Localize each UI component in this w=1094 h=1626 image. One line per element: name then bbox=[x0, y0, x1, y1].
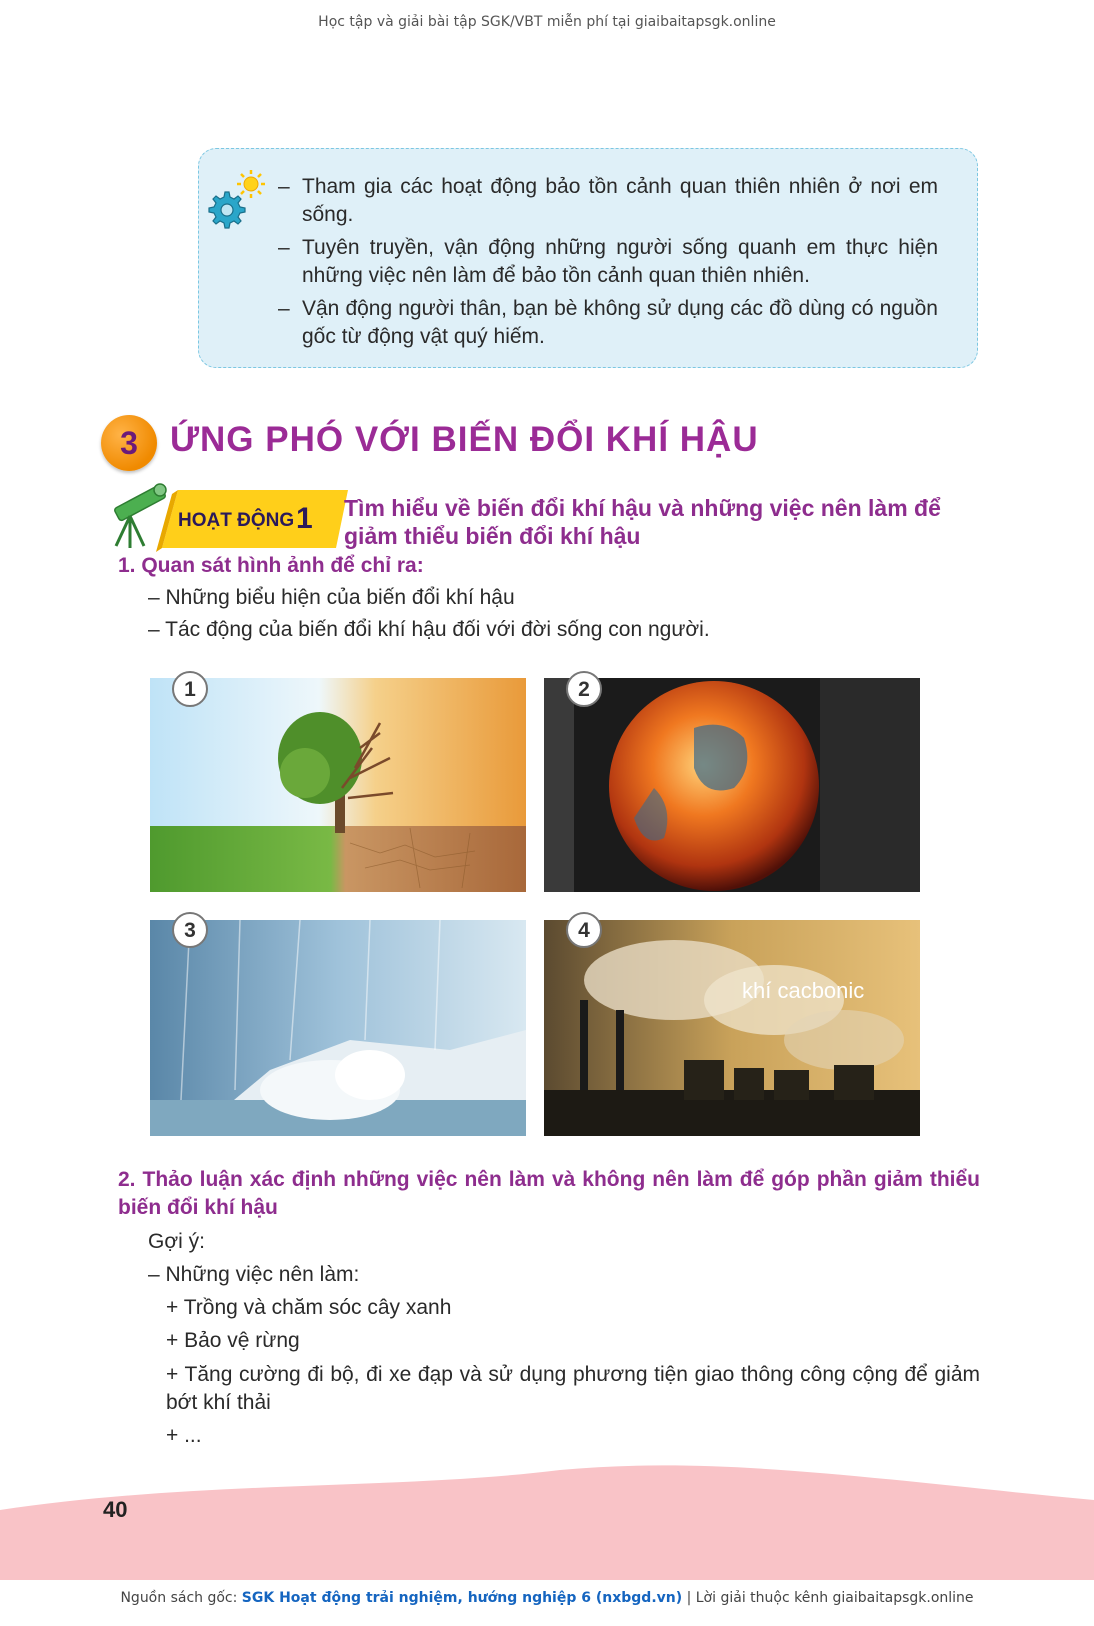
image-caption: khí cacbonic bbox=[742, 978, 865, 1003]
image-number-badge: 3 bbox=[172, 912, 208, 948]
suggestion-item: + Trồng và chăm sóc cây xanh bbox=[166, 1296, 452, 1319]
tip-text: Vận động người thân, bạn bè không sử dụng các đồ dùng có nguồn gốc từ động vật quý hiếm. bbox=[302, 297, 938, 348]
image-factory-smoke bbox=[544, 920, 920, 1136]
header-note: Học tập và giải bài tập SGK/VBT miễn phí tại giaibaitapsgk.online bbox=[318, 14, 776, 30]
tip-item-3 bbox=[278, 295, 938, 351]
section-title: ỨNG PHÓ VỚI BIẾN ĐỔI KHÍ HẬU bbox=[170, 420, 759, 459]
bottom-wave bbox=[0, 1440, 1094, 1580]
image-tree-half-dry bbox=[150, 678, 526, 892]
footer-source-link[interactable]: SGK Hoạt động trải nghiệm, hướng nghiệp 6 (nxbgd.vn) bbox=[241, 1590, 683, 1606]
question-1-title: 1. Quan sát hình ảnh để chỉ ra: bbox=[118, 554, 424, 577]
suggestion-item: + ... bbox=[166, 1424, 202, 1447]
page-number: 40 bbox=[103, 1497, 128, 1522]
image-number-badge: 1 bbox=[172, 671, 208, 707]
section-number: 3 bbox=[101, 415, 157, 471]
tip-dash: – bbox=[278, 175, 290, 198]
tip-item-1 bbox=[278, 173, 938, 229]
telescope-icon bbox=[114, 484, 166, 548]
image-melting-glacier bbox=[150, 920, 526, 1136]
suggestion-item: + Tăng cường đi bộ, đi xe đạp và sử dụng phương tiện giao thông công cộng để giảm bớt khí thải bbox=[166, 1363, 980, 1414]
footer-prefix: Nguồn sách gốc: bbox=[120, 1590, 242, 1606]
footer-suffix: | Lời giải thuộc kênh giaibaitapsgk.online bbox=[682, 1590, 974, 1606]
image-number-badge: 2 bbox=[566, 671, 602, 707]
tip-text: Tham gia các hoạt động bảo tồn cảnh quan thiên nhiên ở nơi em sống. bbox=[302, 175, 938, 226]
question-2-title: 2. Thảo luận xác định những việc nên làm và không nên làm để góp phần giảm thiểu biến đổi khí hậu bbox=[118, 1168, 980, 1219]
tip-text: Tuyên truyền, vận động những người sống quanh em thực hiện những việc nên làm để bảo tồn cảnh quan thiên nhiên. bbox=[302, 236, 938, 287]
should-do-label: – Những việc nên làm: bbox=[148, 1263, 360, 1286]
image-burning-earth bbox=[544, 678, 920, 892]
hint-label: Gợi ý: bbox=[148, 1230, 205, 1253]
suggestion-item: + Bảo vệ rừng bbox=[166, 1329, 300, 1352]
gear-sun-icon bbox=[205, 168, 269, 232]
tip-item-2 bbox=[278, 234, 938, 290]
activity-number: 1 bbox=[296, 502, 313, 535]
image-number-badge: 4 bbox=[566, 912, 602, 948]
activity-label: HOẠT ĐỘNG bbox=[178, 510, 295, 531]
question-1-item: – Tác động của biến đổi khí hậu đối với đời sống con người. bbox=[148, 618, 710, 641]
activity-title: Tìm hiểu về biến đổi khí hậu và những việc nên làm để giảm thiểu biến đổi khí hậu bbox=[344, 495, 941, 549]
tip-dash: – bbox=[278, 297, 290, 320]
question-1-item: – Những biểu hiện của biến đổi khí hậu bbox=[148, 586, 515, 609]
tip-dash: – bbox=[278, 236, 290, 259]
footer bbox=[0, 1590, 1094, 1606]
